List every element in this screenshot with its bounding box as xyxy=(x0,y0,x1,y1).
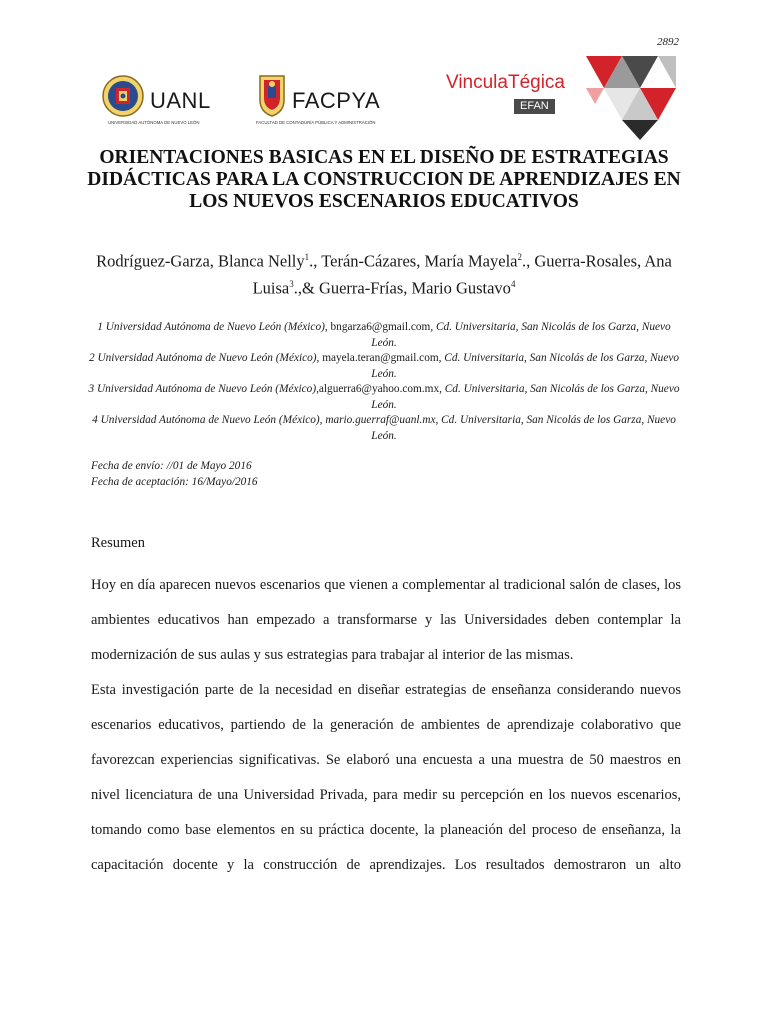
author-name: Rodríguez-Garza, Blanca Nelly xyxy=(96,251,305,271)
author-affiliation-marker: 1 xyxy=(304,252,310,262)
affiliation-item xyxy=(88,351,680,382)
vinculategica-logo xyxy=(446,48,676,140)
page-number: 2892 xyxy=(657,36,679,48)
paper-title: ORIENTACIONES BASICAS EN EL DISEÑO DE ESTRATEGIAS DIDÁCTICAS PARA LA CONSTRUCCION DE APRENDIZAJES EN LOS NUEVOS ESCENARIOS EDUCATIVOS xyxy=(87,147,681,212)
author-name: ., Guerra-Rosales, Ana Luisa xyxy=(252,251,672,297)
submission-dates xyxy=(91,459,258,490)
affiliation-institution: 1 Universidad Autónoma de Nuevo León (México), xyxy=(97,321,331,333)
affiliation-institution: 2 Universidad Autónoma de Nuevo León (México), xyxy=(88,352,323,364)
abstract-heading: Resumen xyxy=(91,535,145,551)
affiliation-address: , Cd. Universitaria, San Nicolás de los Garza, Nuevo León. xyxy=(371,352,680,380)
vinculategica-logo-text: VinculaTégica xyxy=(446,72,566,93)
facpya-logo-subtitle: FACULTAD DE CONTADURÍA PÚBLICA Y ADMINISTRACIÓN xyxy=(256,120,376,125)
uanl-shield-icon xyxy=(102,74,144,118)
facpya-logo xyxy=(256,74,406,130)
affiliation-address: , Cd. Universitaria, San Nicolás de los Garza, Nuevo León. xyxy=(371,383,680,411)
date-accepted: Fecha de aceptación: 16/Mayo/2016 xyxy=(91,475,258,488)
facpya-logo-text: FACPYA xyxy=(292,88,381,113)
author-name: ., Terán-Cázares, María Mayela xyxy=(309,251,518,271)
affiliation-institution: 4 Universidad Autónoma de Nuevo León (México), mario.guerraf@uanl.mx, Cd. Universitaria, San Nicolás de los Garza, Nuevo León. xyxy=(92,414,676,442)
abstract-paragraph: Hoy en día aparecen nuevos escenarios que vienen a complementar al tradicional salón de clases, los ambientes educativos han empezado a transformarse y las Universidades deben contemplar la modernización de sus aulas y sus estrategias para trabajar al interior de las mismas. xyxy=(91,577,681,663)
header-logos xyxy=(96,48,676,140)
affiliation-email: alguerra6@yahoo.com.mx xyxy=(318,383,440,395)
author-affiliation-marker: 3 xyxy=(289,278,294,289)
uanl-logo-text: UANL xyxy=(150,88,211,113)
affiliation-item xyxy=(88,413,680,444)
affiliation-institution: 3 Universidad Autónoma de Nuevo León (México), xyxy=(88,383,319,395)
geometric-triangles-icon xyxy=(576,48,676,140)
affiliation-item xyxy=(88,320,680,351)
uanl-logo xyxy=(102,74,252,130)
vinculategica-tag: EFAN xyxy=(514,99,555,114)
facpya-shield-icon xyxy=(256,74,288,118)
affiliation-email: mayela.teran@gmail.com xyxy=(322,352,439,364)
uanl-logo-subtitle: UNIVERSIDAD AUTÓNOMA DE NUEVO LEÓN xyxy=(108,120,200,125)
affiliation-item xyxy=(88,382,680,413)
affiliation-email: bngarza6@gmail.com xyxy=(330,321,431,333)
author-list xyxy=(84,246,684,299)
author-affiliation-marker: 2 xyxy=(517,252,522,262)
date-sent: Fecha de envío: //01 de Mayo 2016 xyxy=(91,460,252,472)
author-name: .,& Guerra-Frías, Mario Gustavo xyxy=(293,278,511,297)
affiliation-address: , Cd. Universitaria, San Nicolás de los Garza, Nuevo León. xyxy=(371,321,671,349)
abstract-body xyxy=(91,568,681,883)
abstract-paragraph: Esta investigación parte de la necesidad en diseñar estrategias de enseñanza considerando nuevos escenarios educativos, partiendo de la generación de ambientes de aprendizaje colaborativo que favorezcan experiencias significativas. Se elaboró una encuesta a una muestra de 50 maestros en nivel licenciatura de una Universidad Privada, para medir su percepción en los nuevos escenarios, tomando como base elementos en su práctica docente, la planeación del proceso de enseñanza, la capacitación docente y la construcción de aprendizajes. Los resultados demostraron un alto xyxy=(91,682,681,873)
affiliation-list xyxy=(88,320,680,444)
author-affiliation-marker: 4 xyxy=(510,278,516,289)
